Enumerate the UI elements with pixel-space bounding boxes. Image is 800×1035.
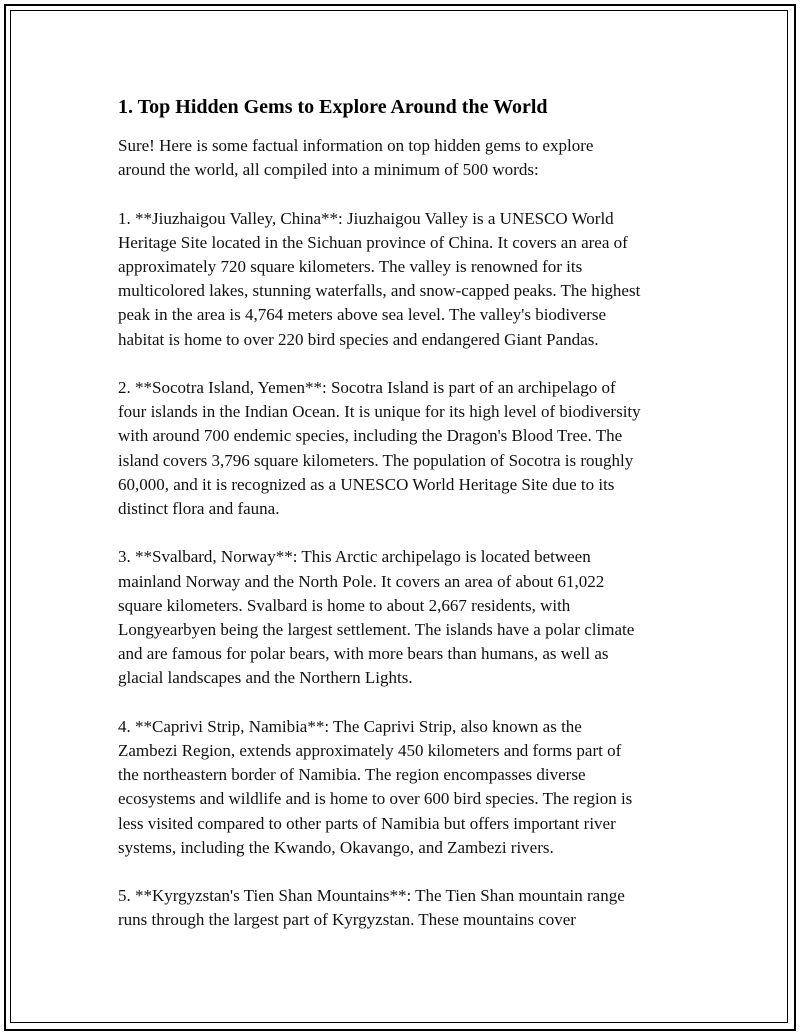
text-line: and are famous for polar bears, with more bears than humans, as well as [118,644,609,664]
text-line: with around 700 endemic species, including the Dragon's Blood Tree. The [118,426,623,446]
text-line: 60,000, and it is recognized as a UNESCO World Heritage Site due to its [118,474,615,494]
text-line: the northeastern border of Namibia. The region encompasses diverse [118,765,586,785]
text-line: Heritage Site located in the Sichuan province of China. It covers an area of [118,232,628,252]
paragraph [118,884,698,932]
paragraph [118,376,698,521]
text-line: square kilometers. Svalbard is home to about 2,667 residents, with [118,595,571,615]
paragraph-list [118,134,698,933]
text-line: island covers 3,796 square kilometers. The population of Socotra is roughly [118,450,634,470]
text-line: Zambezi Region, extends approximately 450 kilometers and forms part of [118,741,622,761]
paragraph [118,545,698,690]
text-line: approximately 720 square kilometers. The valley is renowned for its [118,257,583,276]
text-line: four islands in the Indian Ocean. It is unique for its high level of biodiversity [118,402,641,422]
text-line: ecosystems and wildlife and is home to over 600 bird species. The region is [118,789,633,809]
text-line: 4. **Caprivi Strip, Namibia**: The Caprivi Strip, also known as the [118,716,582,736]
paragraph [118,134,698,182]
text-line: Longyearbyen being the largest settlement. The islands have a polar climate [118,620,635,640]
text-line: mainland Norway and the North Pole. It covers an area of about 61,022 [118,571,605,591]
text-line: 3. **Svalbard, Norway**: This Arctic archipelago is located between [118,547,591,567]
text-line: systems, including the Kwando, Okavango, and Zambezi rivers. [118,837,554,857]
text-line: distinct flora and fauna. [118,499,280,519]
paragraph [118,715,698,860]
text-line: glacial landscapes and the Northern Lights. [118,668,413,688]
document-body [118,94,698,957]
text-line: Sure! Here is some factual information on top hidden gems to explore [118,136,594,155]
text-line: around the world, all compiled into a minimum of 500 words: [118,160,539,180]
text-line: multicolored lakes, stunning waterfalls, and snow-capped peaks. The highest [118,281,641,301]
text-line: 1. **Jiuzhaigou Valley, China**: Jiuzhaigou Valley is a UNESCO World [118,208,614,228]
text-line: 5. **Kyrgyzstan's Tien Shan Mountains**: The Tien Shan mountain range [118,886,625,906]
text-line: 2. **Socotra Island, Yemen**: Socotra Island is part of an archipelago of [118,378,616,397]
text-line: less visited compared to other parts of Namibia but offers important river [118,813,616,833]
paragraph [118,207,698,352]
text-line: runs through the largest part of Kyrgyzstan. These mountains cover [118,910,576,930]
text-line: habitat is home to over 220 bird species and endangered Giant Pandas. [118,329,599,349]
document-heading: 1. Top Hidden Gems to Explore Around the World [118,96,548,118]
text-line: peak in the area is 4,764 meters above sea level. The valley's biodiverse [118,305,607,325]
